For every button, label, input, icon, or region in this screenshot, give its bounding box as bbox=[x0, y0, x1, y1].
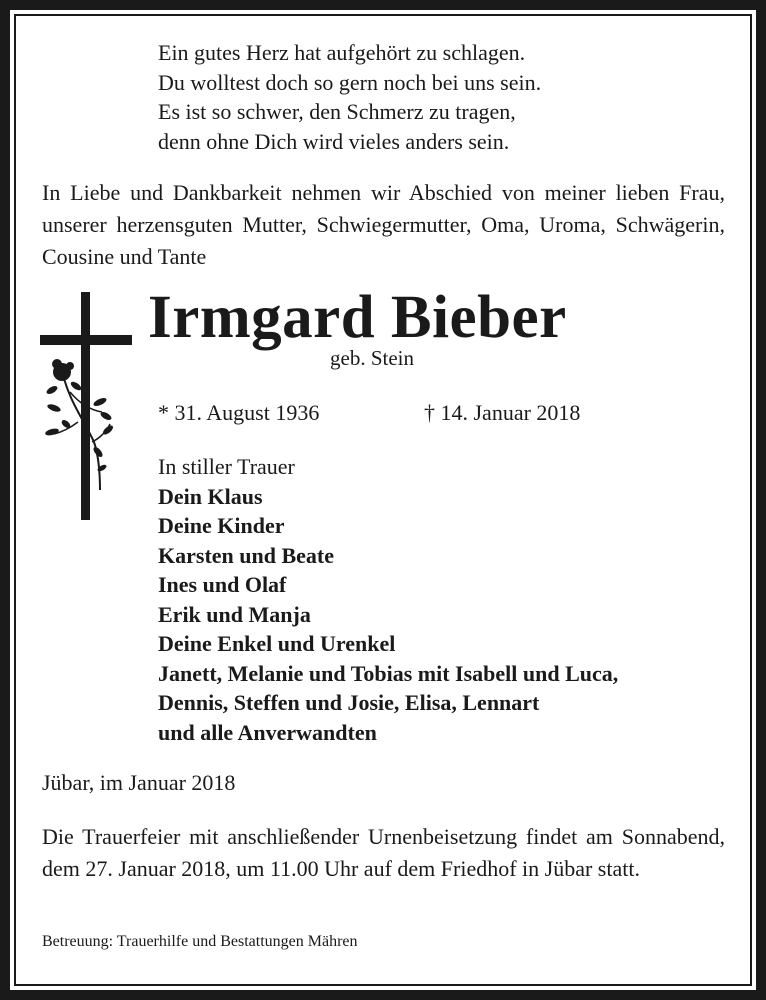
mourner-line: Erik und Manja bbox=[158, 601, 311, 627]
maiden-name: geb. Stein bbox=[330, 346, 414, 370]
mourners-intro: In stiller Trauer bbox=[158, 454, 295, 479]
death-date: † 14. Januar 2018 bbox=[424, 400, 581, 425]
cross-with-rose-icon bbox=[40, 292, 134, 522]
ceremony-notice: Die Trauerfeier mit anschließender Urnenbeisetzung findet am Sonnabend, dem 27. Januar 2018, um 11.00 Uhr auf dem Friedhof in Jübar statt. bbox=[42, 824, 725, 881]
mourner-line: Dennis, Steffen und Josie, Elisa, Lennart bbox=[158, 690, 540, 715]
funeral-care-note: Betreuung: Trauerhilfe und Bestattungen Mähren bbox=[42, 933, 358, 950]
birth-date: * 31. August 1936 bbox=[158, 400, 320, 425]
mourner-line: Karsten und Beate bbox=[158, 542, 334, 568]
memorial-poem bbox=[158, 38, 541, 156]
mourner-line: Deine Kinder bbox=[158, 513, 285, 538]
poem-line: Du wolltest doch so gern noch bei uns sein. bbox=[158, 69, 542, 95]
mourner-line: Dein Klaus bbox=[158, 483, 263, 509]
place-date: Jübar, im Januar 2018 bbox=[42, 770, 236, 795]
poem-line: Ein gutes Herz hat aufgehört zu schlagen. bbox=[158, 40, 526, 65]
mourner-line: Ines und Olaf bbox=[158, 572, 287, 597]
mourners-list bbox=[158, 452, 618, 747]
farewell-intro: In Liebe und Dankbarkeit nehmen wir Abschied von meiner lieben Frau, unserer herzensguten Mutter, Schwiegermutter, Oma, Uroma, Schwägerin, Cousine und Tante bbox=[42, 180, 725, 269]
poem-line: Es ist so schwer, den Schmerz zu tragen, bbox=[158, 99, 516, 124]
mourner-line: Janett, Melanie und Tobias mit Isabell und Luca, bbox=[158, 660, 619, 686]
mourner-line: Deine Enkel und Urenkel bbox=[158, 631, 396, 656]
deceased-name: Irmgard Bieber bbox=[148, 284, 567, 351]
poem-line: denn ohne Dich wird vieles anders sein. bbox=[158, 128, 510, 154]
mourner-line: und alle Anverwandten bbox=[158, 719, 377, 745]
